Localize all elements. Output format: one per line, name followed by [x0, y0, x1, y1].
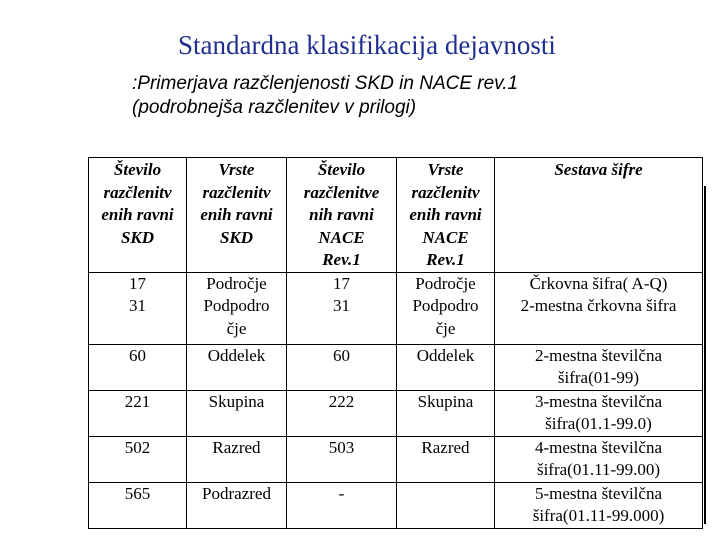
cell-nace-level: Razred	[397, 436, 495, 482]
cell-code: 3-mestna številčna šifra(01.1-99.0)	[495, 390, 703, 436]
cell-skd-count: 565	[89, 482, 187, 528]
cell-nace-count: -	[287, 482, 397, 528]
cell-nace-level: Skupina	[397, 390, 495, 436]
cell-skd-count: 17 31	[89, 272, 187, 344]
cell-skd-level: Razred	[187, 436, 287, 482]
table-row	[89, 390, 703, 436]
cell-skd-level: Podrazred	[187, 482, 287, 528]
slide-title: Standardna klasifikacija dejavnosti	[178, 30, 556, 60]
table-row	[89, 436, 703, 482]
header-nace-count: Število razčlenitve nih ravni NACE Rev.1	[287, 158, 397, 273]
cell-nace-count: 503	[287, 436, 397, 482]
cell-skd-count: 502	[89, 436, 187, 482]
header-nace-levels: Vrste razčlenitv enih ravni NACE Rev.1	[397, 158, 495, 273]
subtitle-line-1: :Primerjava razčlenjenosti SKD in NACE rev.1	[132, 73, 519, 94]
cell-skd-level: Skupina	[187, 390, 287, 436]
table-header-row	[89, 158, 703, 273]
cell-code: Črkovna šifra( A-Q) 2-mestna črkovna šifra	[495, 272, 703, 344]
cell-code: 5-mestna številčna šifra(01.11-99.000)	[495, 482, 703, 528]
cell-nace-count: 222	[287, 390, 397, 436]
cell-skd-level: Področje Podpodro čje	[187, 272, 287, 344]
table-row	[89, 272, 703, 344]
cell-nace-level: Oddelek	[397, 344, 495, 390]
header-skd-levels: Vrste razčlenitv enih ravni SKD	[187, 158, 287, 273]
subtitle-line-2: (podrobnejša razčlenitev v prilogi)	[132, 97, 417, 118]
subtitle	[132, 72, 518, 120]
classification-table	[88, 157, 703, 529]
cell-nace-level	[397, 482, 495, 528]
cell-code: 4-mestna številčna šifra(01.11-99.00)	[495, 436, 703, 482]
cell-nace-count: 60	[287, 344, 397, 390]
header-skd-count: Število razčlenitv enih ravni SKD	[89, 158, 187, 273]
table-row	[89, 344, 703, 390]
header-code-structure: Sestava šifre	[495, 158, 703, 273]
cell-skd-level: Oddelek	[187, 344, 287, 390]
cell-skd-count: 221	[89, 390, 187, 436]
table-row	[89, 482, 703, 528]
table-edge-divider	[704, 186, 706, 524]
cell-skd-count: 60	[89, 344, 187, 390]
cell-code: 2-mestna številčna šifra(01-99)	[495, 344, 703, 390]
cell-nace-count: 17 31	[287, 272, 397, 344]
classification-table-wrapper	[88, 157, 703, 529]
cell-nace-level: Področje Podpodro čje	[397, 272, 495, 344]
